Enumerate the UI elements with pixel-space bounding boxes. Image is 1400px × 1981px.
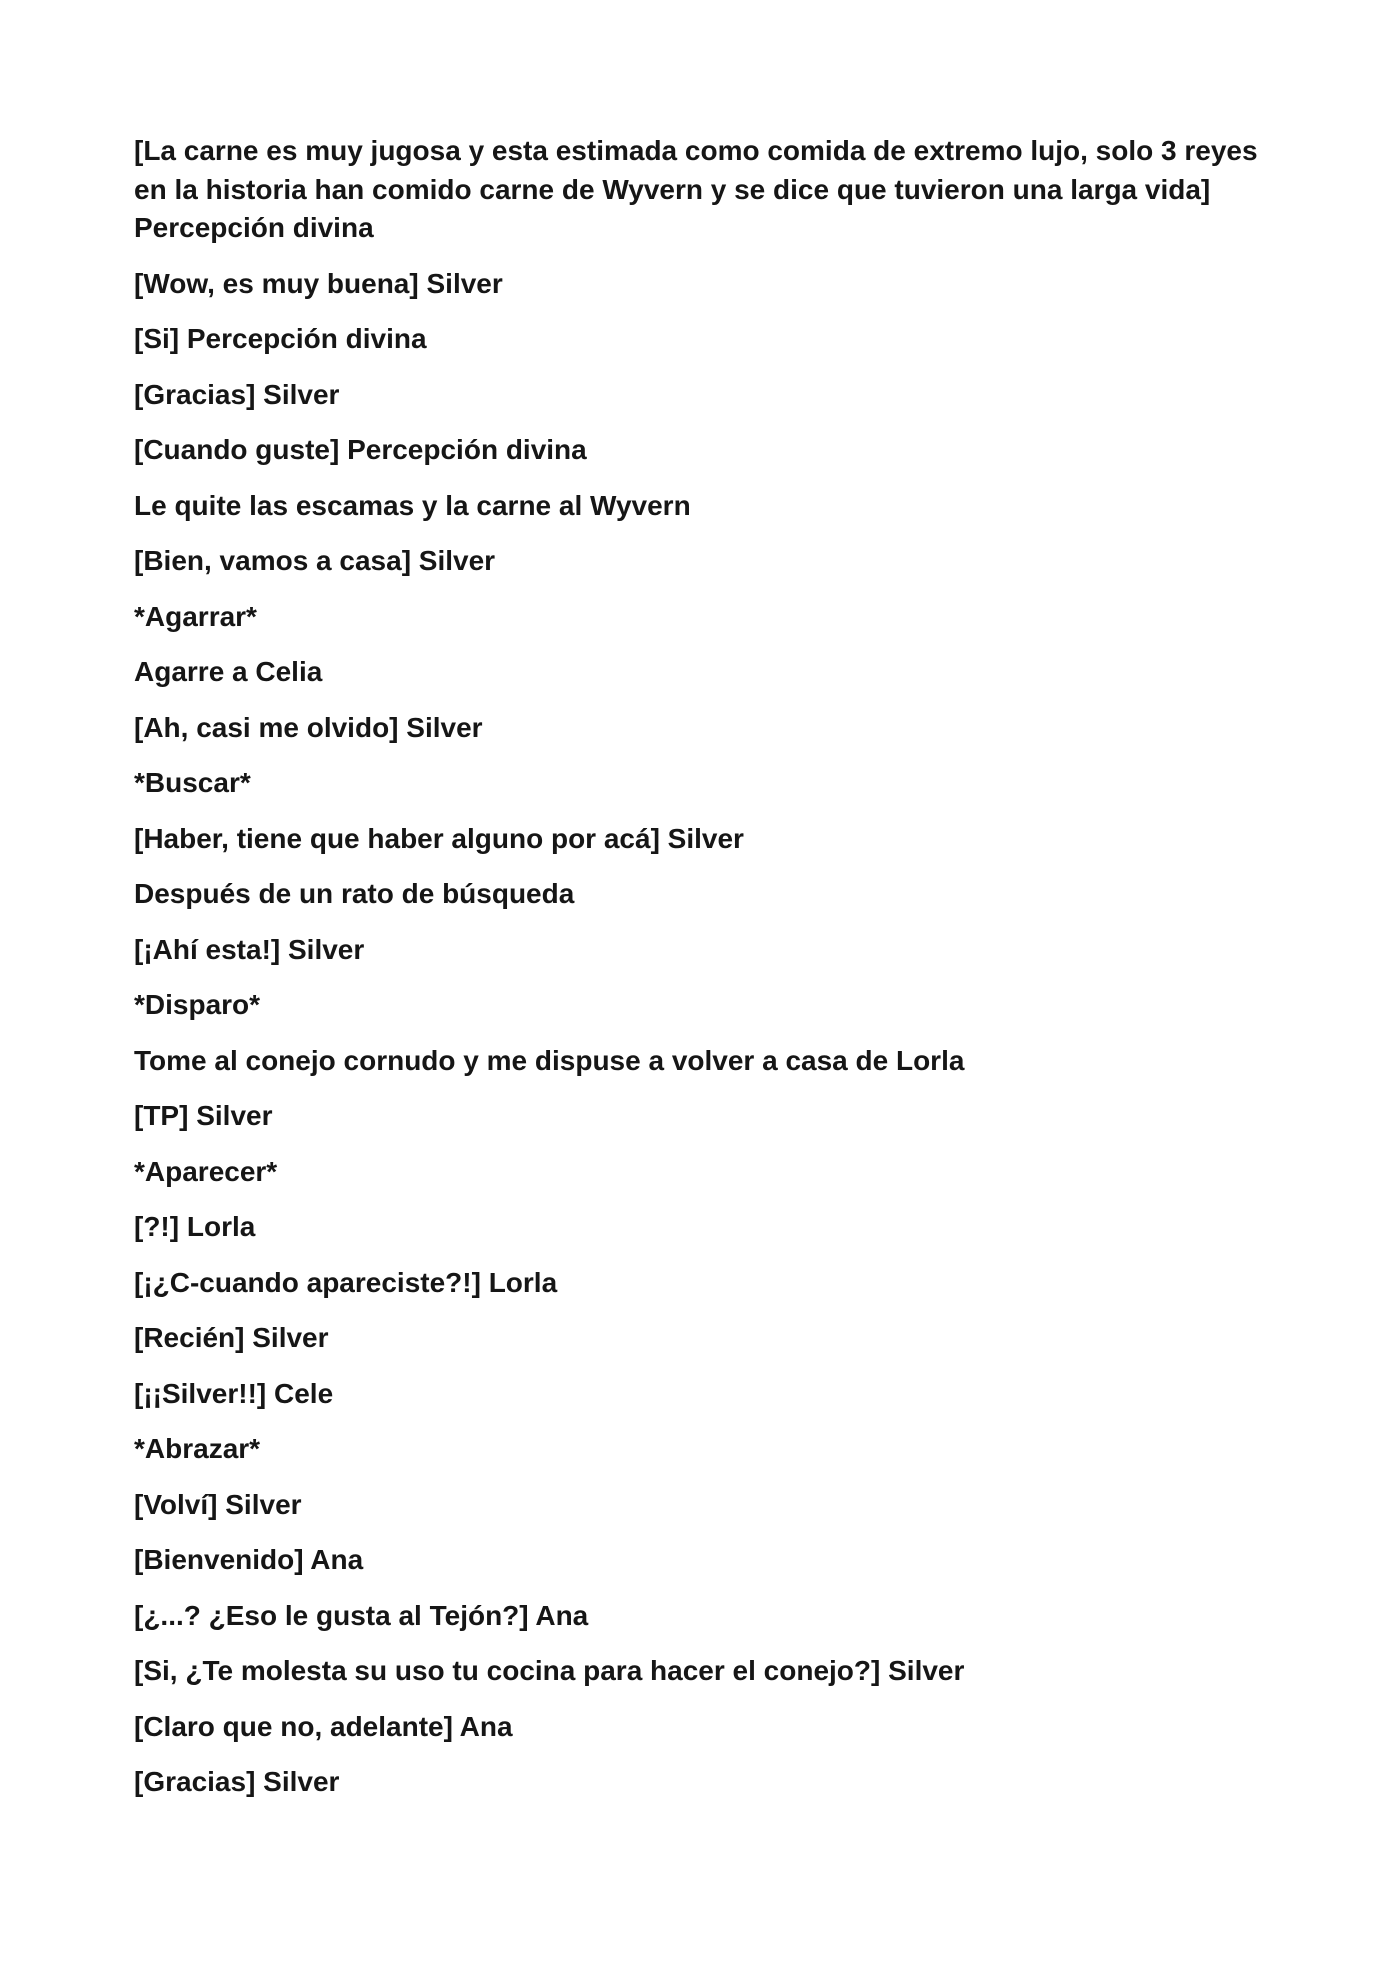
dialogue-line [134,1319,1334,1358]
text-line: [Claro que no, adelante] Ana [134,1710,513,1742]
text-line: [Cuando guste] Percepción divina [134,434,587,465]
text-line: Tome al conejo cornudo y me dispuse a volver a casa de Lorla [134,1044,965,1076]
text-line: en la historia han comido carne de Wyvern y se dice que tuvieron una larga vida] [134,173,1211,205]
dialogue-line [134,1264,1334,1303]
action-line [134,1153,1334,1192]
text-line: [?!] Lorla [134,1211,256,1242]
text-line: [¡¿C-cuando apareciste?!] Lorla [134,1266,558,1298]
dialogue-line [134,931,1334,970]
text-line: *Disparo* [134,989,261,1020]
text-line: [Gracias] Silver [134,1766,340,1797]
text-line: [TP] Silver [134,1100,273,1131]
text-line: Le quite las escamas y la carne al Wyvern [134,489,691,521]
action-line [134,1430,1334,1469]
dialogue-line [134,1541,1334,1580]
dialogue-line [134,431,1334,470]
text-line: [Wow, es muy buena] Silver [134,267,503,299]
text-line: [¡Ahí esta!] Silver [134,933,365,965]
dialogue-line [134,320,1334,359]
dialogue-line [134,542,1334,581]
text-line: [La carne es muy jugosa y esta estimada como comida de extremo lujo, solo 3 reyes [134,135,1258,166]
text-line: [Bienvenido] Ana [134,1544,364,1575]
text-line: [¿...? ¿Eso le gusta al Tejón?] Ana [134,1599,589,1631]
dialogue-line [134,820,1334,859]
text-line: Agarre a Celia [134,656,323,687]
narration-line [134,875,1334,914]
narration-line [134,653,1334,692]
text-line: [Recién] Silver [134,1322,329,1353]
narration-line [134,487,1334,526]
dialogue-line [134,1375,1334,1414]
action-line [134,986,1334,1025]
text-line: Después de un rato de búsqueda [134,878,575,909]
narration-paragraph [134,132,1334,248]
dialogue-line [134,1708,1334,1747]
document-body [134,132,1334,1802]
dialogue-line [134,1597,1334,1636]
dialogue-line [134,1208,1334,1247]
text-line: [Si] Percepción divina [134,323,427,354]
text-line: [Bien, vamos a casa] Silver [134,545,496,576]
text-line: *Agarrar* [134,600,257,632]
dialogue-line [134,1763,1334,1802]
action-line [134,764,1334,803]
text-line: [Si, ¿Te molesta su uso tu cocina para hacer el conejo?] Silver [134,1655,965,1686]
action-line [134,598,1334,637]
text-line: *Abrazar* [134,1433,261,1464]
text-line: [Ah, casi me olvido] Silver [134,711,483,743]
dialogue-line [134,709,1334,748]
dialogue-line [134,376,1334,415]
narration-line [134,1042,1334,1081]
text-line: [¡¡Silver!!] Cele [134,1377,334,1409]
text-line: [Volví] Silver [134,1488,302,1520]
text-line: [Gracias] Silver [134,378,340,410]
text-line: [Haber, tiene que haber alguno por acá] Silver [134,822,744,854]
dialogue-line [134,1097,1334,1136]
dialogue-line [134,1652,1334,1691]
text-line: Percepción divina [134,212,374,243]
dialogue-line [134,265,1334,304]
text-line: *Buscar* [134,767,251,798]
text-line: *Aparecer* [134,1155,278,1187]
dialogue-line [134,1486,1334,1525]
